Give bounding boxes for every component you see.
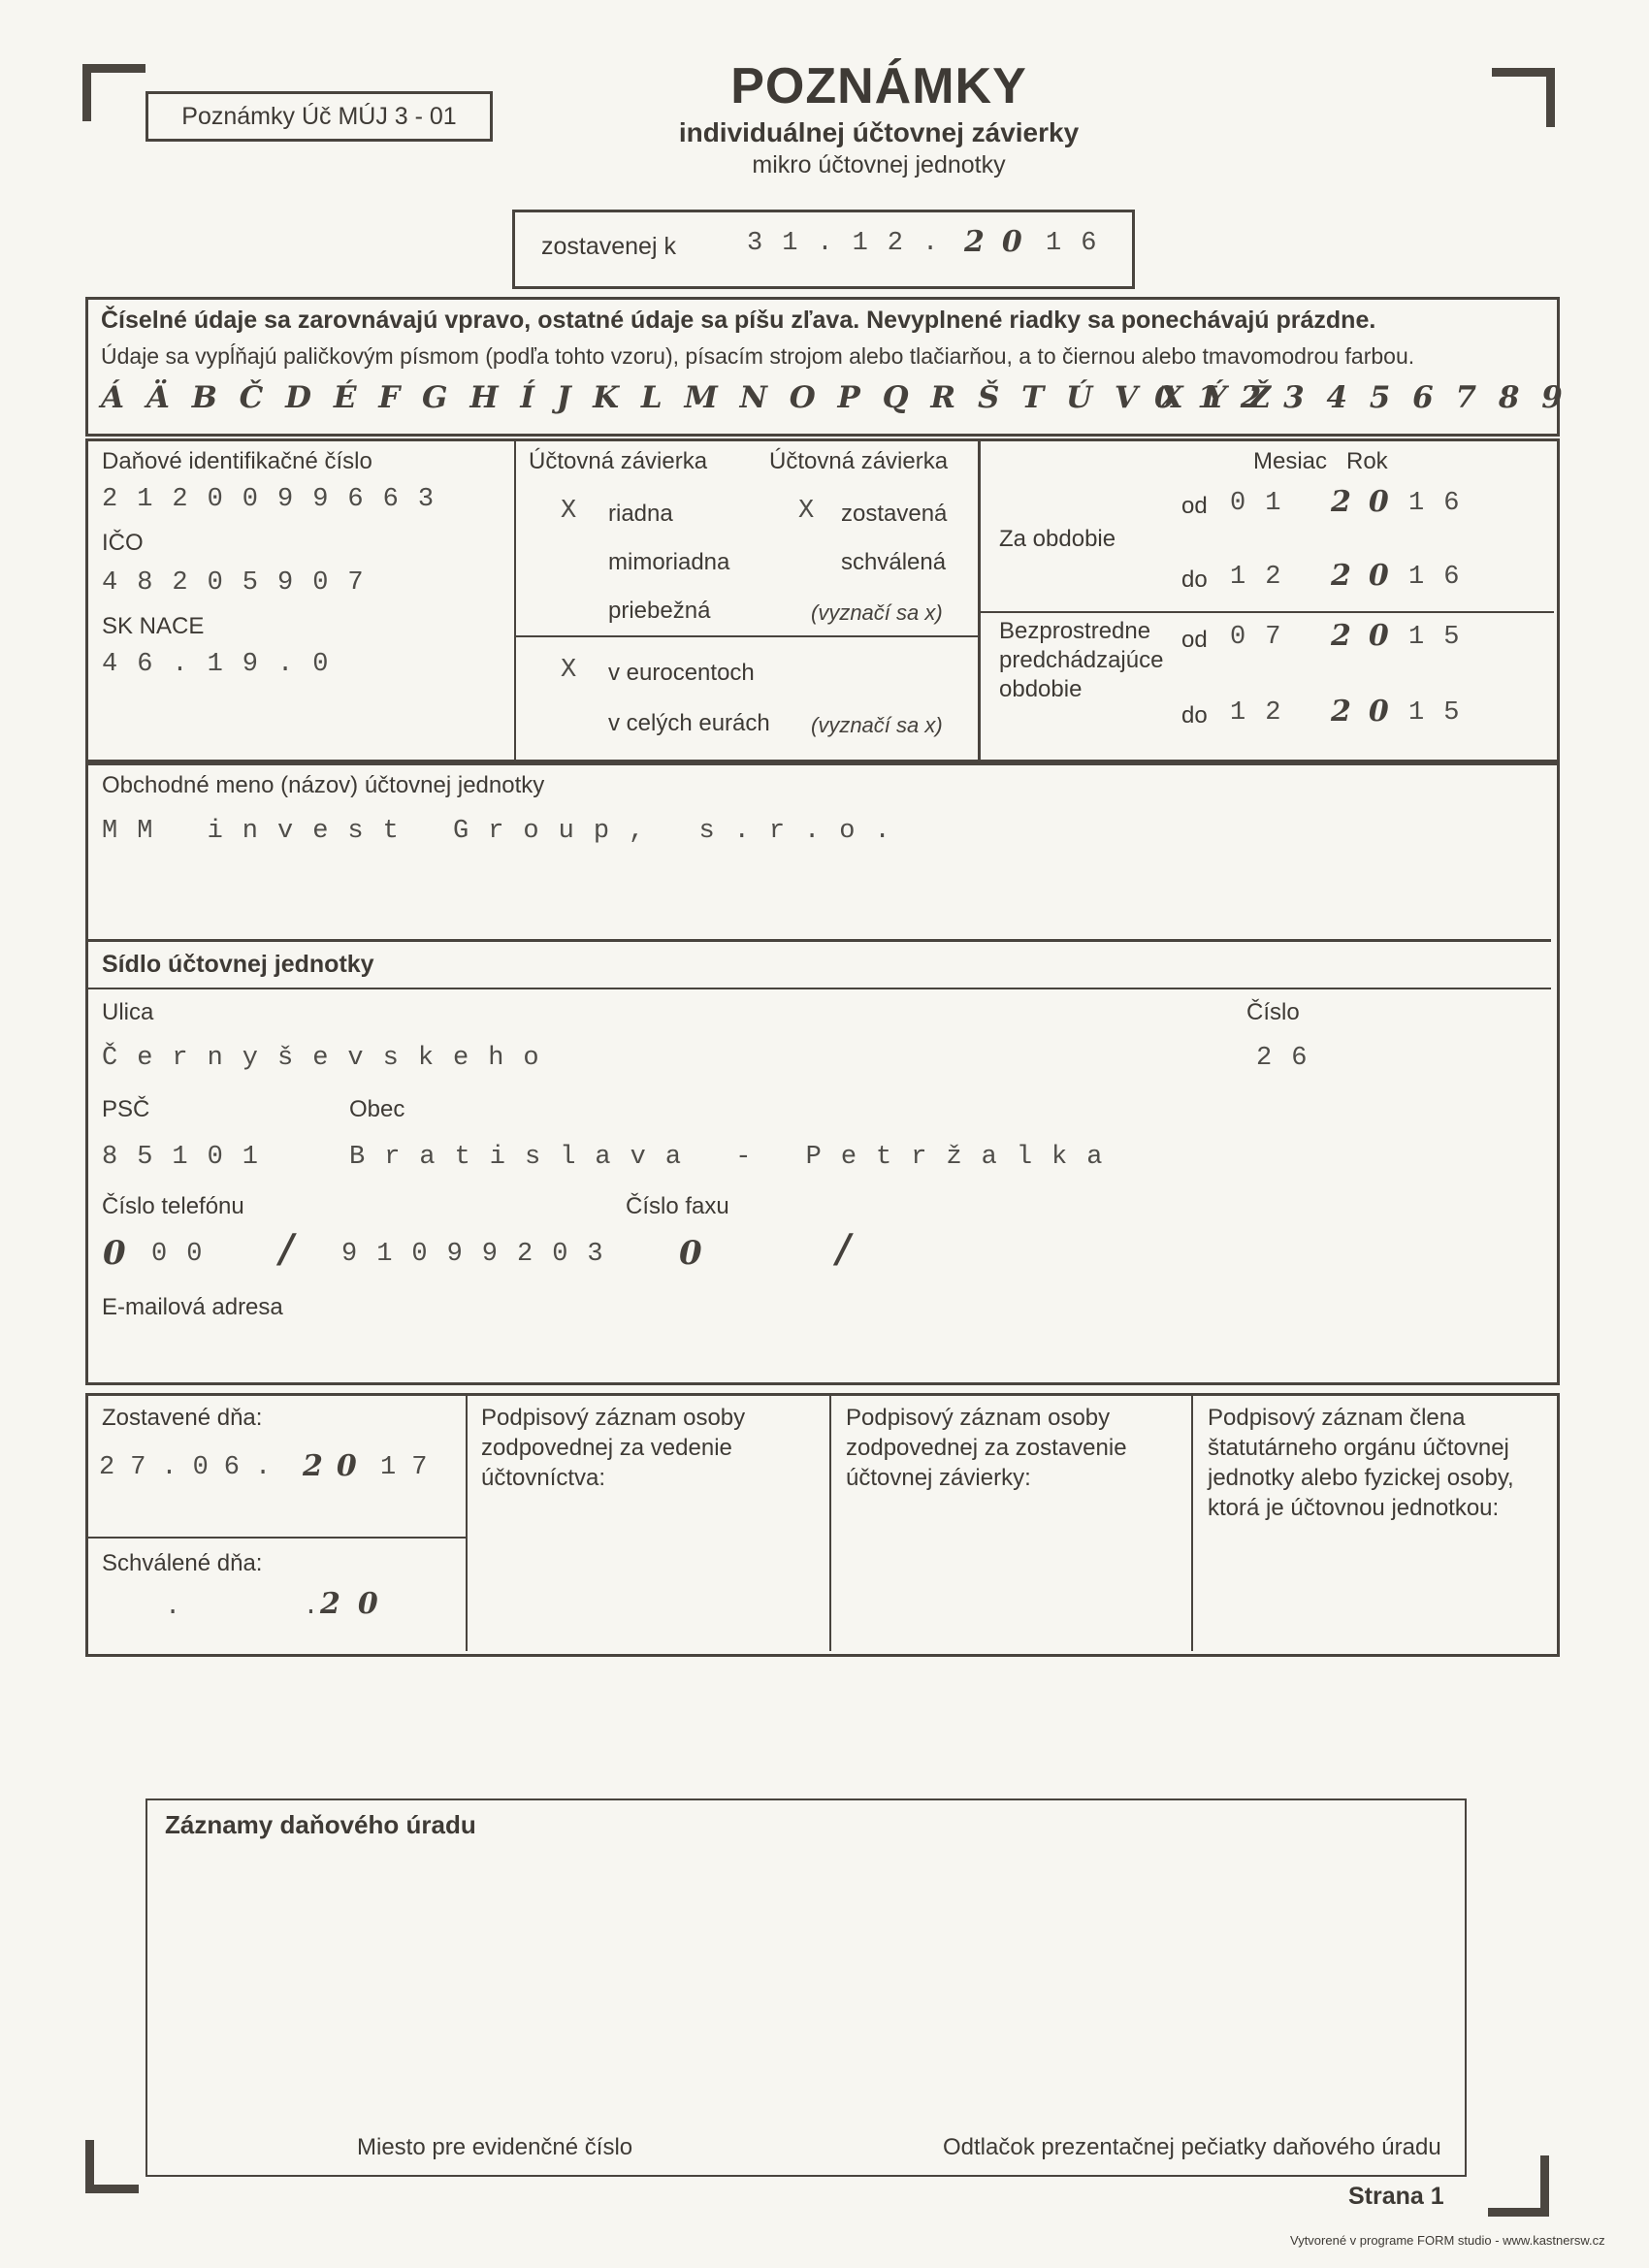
schvalene-label: Schválené dňa: xyxy=(102,1550,263,1576)
za-do-prefix: do xyxy=(1181,567,1208,593)
crop-mark-bottom-left xyxy=(85,2140,139,2193)
zostavena-mark: X xyxy=(798,497,815,526)
mimoriadna-label: mimoriadna xyxy=(608,549,730,575)
form-title-block xyxy=(582,60,1176,179)
page-subtitle-2: mikro účtovnej jednotky xyxy=(752,150,1006,178)
signatures-vline-2 xyxy=(829,1396,831,1651)
psc-value: 85101 xyxy=(102,1143,278,1172)
riadna-mark: X xyxy=(561,497,577,526)
id-grid-vline-2 xyxy=(978,441,981,760)
stamp-label: Odtlačok prezentačnej pečiatky daňového úradu xyxy=(943,2134,1441,2160)
page-number: Strana 1 xyxy=(1348,2183,1444,2210)
id-grid-vline-1 xyxy=(514,441,516,760)
za-od-prefix: od xyxy=(1181,493,1208,519)
signatures-vline-1 xyxy=(466,1396,468,1651)
tax-office-header: Záznamy daňového úradu xyxy=(165,1810,476,1839)
fax-preprinted-slash: / xyxy=(836,1226,868,1272)
zavierka-header-right: Účtovná závierka xyxy=(769,448,949,474)
company-address-box xyxy=(85,762,1560,1385)
zostavene-day-month: 27.06. xyxy=(99,1453,287,1482)
ico-label: IČO xyxy=(102,530,144,556)
accounting-person-label: Podpisový záznam osoby zodpovednej za vedenie účtovníctva: xyxy=(481,1405,746,1491)
instructions-line1: Číselné údaje sa zarovnávajú vpravo, ostatné údaje sa píšu zľava. Nevyplnené riadky sa ponechávajú prázdne. xyxy=(101,307,1376,334)
mesiac-label: Mesiac xyxy=(1253,448,1328,474)
street-label: Ulica xyxy=(102,999,154,1025)
predch-od-prefix: od xyxy=(1181,627,1208,653)
predch-od-month: 07 xyxy=(1230,623,1301,652)
zostavene-year: 17 xyxy=(380,1453,443,1482)
ico-value: 48205907 xyxy=(102,568,383,598)
za-od-century: 20 xyxy=(1331,485,1406,519)
predch-do-month: 12 xyxy=(1230,698,1301,728)
za-od-year: 16 xyxy=(1408,489,1479,518)
company-name-value: MM invest Group, s.r.o. xyxy=(102,817,910,846)
rok-label: Rok xyxy=(1346,448,1388,474)
eurocent-label: v eurocentoch xyxy=(608,660,755,686)
psc-label: PSČ xyxy=(102,1096,150,1122)
sk-nace-value: 46.19.0 xyxy=(102,650,348,679)
compiled-label: zostavenej k xyxy=(541,233,676,260)
crop-mark-top-right xyxy=(1492,68,1555,127)
za-obdobie-label: Za obdobie xyxy=(999,526,1116,552)
predchadzajuce-label: Bezprostredne predchádzajúce obdobie xyxy=(999,618,1164,702)
form-code-box xyxy=(146,91,493,142)
zostavene-label: Zostavené dňa: xyxy=(102,1405,263,1431)
email-label: E-mailová adresa xyxy=(102,1294,283,1320)
za-do-year: 16 xyxy=(1408,563,1479,592)
zavierka-header-left: Účtovná závierka xyxy=(529,448,708,474)
schvalene-dots: . . xyxy=(165,1593,339,1622)
dic-label: Daňové identifikačné číslo xyxy=(102,448,372,474)
sk-nace-label: SK NACE xyxy=(102,613,205,639)
compiled-date-day-month: 31.12. xyxy=(747,229,958,258)
phone-typed-number: 91099203 xyxy=(341,1240,623,1269)
za-do-month: 12 xyxy=(1230,563,1301,592)
za-do-century: 20 xyxy=(1331,559,1406,593)
crop-mark-bottom-right xyxy=(1488,2155,1549,2217)
statutory-person-label: Podpisový záznam člena štatutárneho orgánu účtovnej jednotky alebo fyzickej osoby, ktorá je účtovnou jednotkou: xyxy=(1208,1405,1514,1521)
fax-label: Číslo faxu xyxy=(626,1193,729,1219)
phone-preprinted-slash: / xyxy=(279,1226,311,1272)
form-code: Poznámky Úč MÚJ 3 - 01 xyxy=(181,103,457,130)
predch-do-century: 20 xyxy=(1331,695,1406,729)
crop-mark-top-left xyxy=(82,64,146,121)
phone-typed-prefix: 00 xyxy=(151,1240,222,1269)
predch-od-year: 15 xyxy=(1408,623,1479,652)
zostavena-label: zostavená xyxy=(841,501,948,527)
zavierka-note: (vyznačí sa x) xyxy=(811,600,943,625)
zostavene-schvalene-divider xyxy=(88,1537,466,1539)
phone-preprinted-zero: 0 xyxy=(103,1234,144,1273)
number-value: 26 xyxy=(1256,1044,1327,1073)
priebezna-label: priebežná xyxy=(608,598,711,624)
za-od-month: 01 xyxy=(1230,489,1301,518)
schvalena-label: schválená xyxy=(841,549,947,575)
zavierka-note-2: (vyznačí sa x) xyxy=(811,713,943,737)
riadna-label: riadna xyxy=(608,501,673,527)
predch-od-century: 20 xyxy=(1331,619,1406,653)
generator-note: Vytvorené v programe FORM studio - www.kastnersw.cz xyxy=(1290,2233,1605,2248)
obec-label: Obec xyxy=(349,1096,405,1122)
address-header-underline xyxy=(88,988,1551,989)
company-name-label: Obchodné meno (názov) účtovnej jednotky xyxy=(102,772,545,798)
id-grid-hline-right xyxy=(981,611,1554,613)
sample-letters: Á Ä B Č D É F G H Í J K L M N O P Q R Š T Ú V X Ý Ž xyxy=(101,380,1277,415)
tax-office-box xyxy=(146,1798,1467,2177)
compiled-date-century: 20 xyxy=(964,225,1040,259)
evidence-number-label: Miesto pre evidenčné číslo xyxy=(357,2134,633,2160)
dic-value: 2120099663 xyxy=(102,485,454,514)
fax-preprinted-zero: 0 xyxy=(679,1234,720,1273)
zostavene-century: 20 xyxy=(303,1449,371,1483)
id-grid-hline-middle xyxy=(516,635,978,637)
sample-digits: 0 1 2 3 4 5 6 7 8 9 xyxy=(1154,380,1568,415)
predch-do-year: 15 xyxy=(1408,698,1479,728)
schvalene-century: 20 xyxy=(320,1587,396,1621)
eurocent-mark: X xyxy=(561,656,577,685)
phone-label: Číslo telefónu xyxy=(102,1193,244,1219)
predch-do-prefix: do xyxy=(1181,702,1208,729)
compiled-date-year: 16 xyxy=(1046,229,1116,258)
company-address-divider xyxy=(88,939,1551,942)
signatures-vline-3 xyxy=(1191,1396,1193,1651)
obec-value: Bratislava - Petržalka xyxy=(349,1143,1122,1172)
page-subtitle: individuálnej účtovnej závierky xyxy=(678,116,1080,147)
instructions-line2: Údaje sa vypĺňajú paličkovým písmom (podľa tohto vzoru), písacím strojom alebo tlačiarňou, a to čiernou alebo tmavomodrou farbou. xyxy=(101,343,1415,369)
eura-label: v celých eurách xyxy=(608,710,770,736)
street-value: Černyševskeho xyxy=(102,1044,559,1073)
statements-person-label: Podpisový záznam osoby zodpovednej za zostavenie účtovnej závierky: xyxy=(846,1405,1127,1491)
address-section-label: Sídlo účtovnej jednotky xyxy=(102,951,374,978)
page-title: POZNÁMKY xyxy=(730,58,1027,114)
number-label: Číslo xyxy=(1246,999,1300,1025)
